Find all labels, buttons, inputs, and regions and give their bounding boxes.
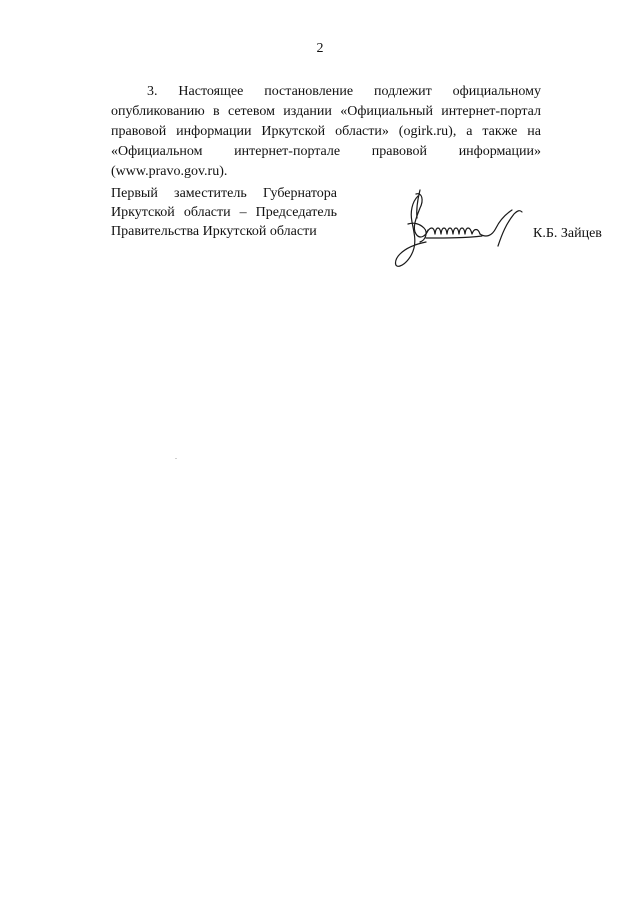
signatory-position-line-3: Правительства Иркутской области [111,224,317,239]
signatory-name: К.Б. Зайцев [533,226,602,241]
signatory-position-line-1: Первый заместитель Губернатора [111,186,337,201]
scan-speck [175,458,177,459]
handwritten-signature [386,188,526,274]
resolution-paragraph-3: 3. Настоящее постановление подлежит официальному опубликованию в сетевом издании «Официальный интернет-портал правовой информации Иркутской области» (ogirk.ru), а также на «Официальном интернет-портале правовой информации» (www.pravo.gov.ru). [111,84,541,179]
signatory-position-line-2: Иркутской области – Председатель [111,205,337,220]
signatory-position [111,184,337,241]
page-number: 2 [316,41,324,56]
